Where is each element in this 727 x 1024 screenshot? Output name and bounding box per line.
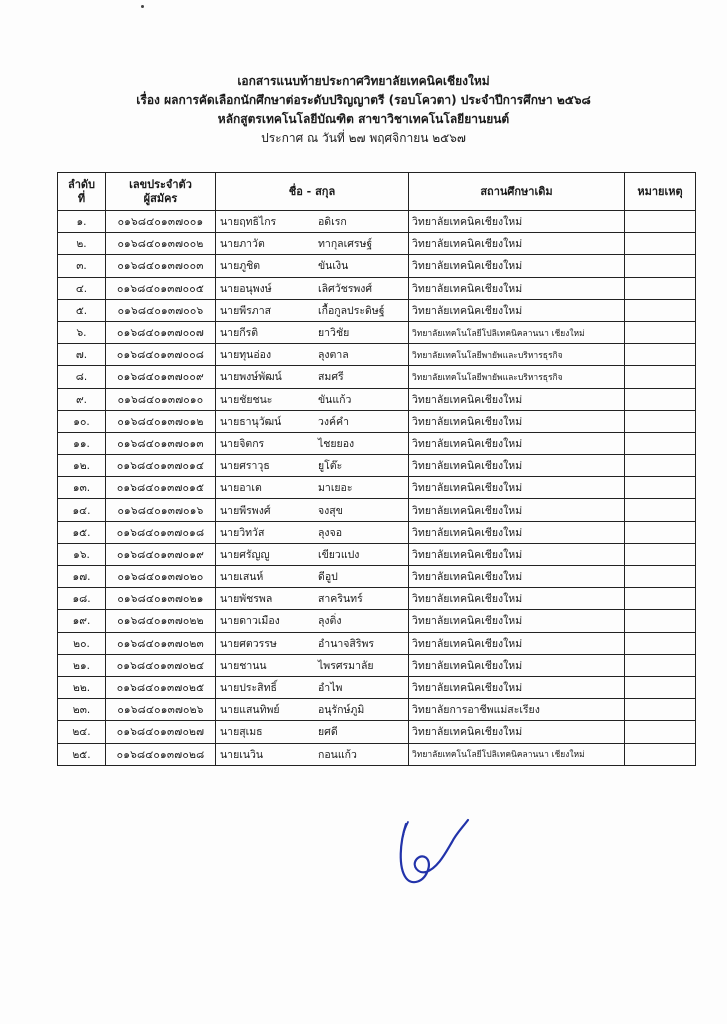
row-last-name: ลุงตาล: [318, 349, 349, 362]
row-last-name: ทากุลเศรษฐ์: [318, 238, 373, 251]
row-full-name: [216, 743, 409, 765]
row-last-name: ขันแก้ว: [318, 393, 352, 406]
row-seq: ๑๑.: [58, 432, 106, 454]
row-remark: [625, 610, 696, 632]
row-last-name: มาเยอะ: [318, 482, 353, 495]
document-subject: เรื่อง ผลการคัดเลือกนักศึกษาต่อระดับปริญญาตรี (รอบโควตา) ประจำปีการศึกษา ๒๕๖๘: [136, 93, 591, 107]
row-full-name: [216, 721, 409, 743]
table-row: [58, 299, 696, 321]
row-last-name: วงค์คำ: [318, 415, 349, 428]
row-first-name: นายจิตกร: [220, 437, 265, 450]
table-row: [58, 410, 696, 432]
row-seq: ๗.: [58, 344, 106, 366]
row-first-name: นายอนุพงษ์: [220, 282, 272, 295]
row-first-name: นายทุนอ่อง: [220, 349, 272, 362]
row-seq: ๒๐.: [58, 632, 106, 654]
header-remark: หมายเหตุ: [625, 173, 696, 211]
row-applicant-id: ๐๑๖๘๔๐๑๓๗๐๐๒: [106, 233, 216, 255]
table-row: [58, 610, 696, 632]
table-row: [58, 477, 696, 499]
row-seq: ๘.: [58, 366, 106, 388]
row-full-name: [216, 388, 409, 410]
row-seq: ๙.: [58, 388, 106, 410]
row-full-name: [216, 610, 409, 632]
table-row: [58, 211, 696, 233]
row-remark: [625, 743, 696, 765]
row-seq: ๑๓.: [58, 477, 106, 499]
row-school: วิทยาลัยเทคนิคเชียงใหม่: [409, 388, 625, 410]
row-school: วิทยาลัยเทคนิคเชียงใหม่: [409, 211, 625, 233]
row-full-name: [216, 499, 409, 521]
scan-speck: [141, 5, 144, 8]
row-applicant-id: ๐๑๖๘๔๐๑๓๗๐๒๕: [106, 676, 216, 698]
row-remark: [625, 543, 696, 565]
row-school: วิทยาลัยเทคนิคเชียงใหม่: [409, 654, 625, 676]
row-last-name: ลุงจอ: [318, 526, 343, 539]
row-applicant-id: ๐๑๖๘๔๐๑๓๗๐๑๒: [106, 410, 216, 432]
row-full-name: [216, 521, 409, 543]
row-first-name: นายประสิทธิ์: [220, 682, 277, 695]
row-school: วิทยาลัยเทคนิคเชียงใหม่: [409, 233, 625, 255]
row-first-name: นายพงษ์พัฒน์: [220, 371, 282, 384]
table-row: [58, 543, 696, 565]
row-last-name: ขันเงิน: [318, 260, 349, 273]
row-first-name: นายอาเต: [220, 482, 262, 495]
table-header-row: [58, 173, 696, 211]
row-last-name: ยาวิชัย: [318, 327, 350, 340]
row-seq: ๑.: [58, 211, 106, 233]
row-last-name: อำไพ: [318, 682, 343, 695]
row-last-name: ไพรศรมาลัย: [318, 659, 374, 672]
row-seq: ๖.: [58, 321, 106, 343]
row-full-name: [216, 366, 409, 388]
row-seq: ๑๙.: [58, 610, 106, 632]
row-first-name: นายศราวุธ: [220, 460, 270, 473]
row-seq: ๒๔.: [58, 721, 106, 743]
row-remark: [625, 388, 696, 410]
row-seq: ๒๕.: [58, 743, 106, 765]
row-full-name: [216, 321, 409, 343]
row-seq: ๑๗.: [58, 566, 106, 588]
row-remark: [625, 277, 696, 299]
row-first-name: นายกีรติ: [220, 327, 259, 340]
row-applicant-id: ๐๑๖๘๔๐๑๓๗๐๑๔: [106, 455, 216, 477]
row-remark: [625, 721, 696, 743]
row-first-name: นายศรัญญู: [220, 548, 270, 561]
row-applicant-id: ๐๑๖๘๔๐๑๓๗๐๐๗: [106, 321, 216, 343]
row-seq: ๑๕.: [58, 521, 106, 543]
table-row: [58, 699, 696, 721]
row-applicant-id: ๐๑๖๘๔๐๑๓๗๐๑๙: [106, 543, 216, 565]
row-school: วิทยาลัยเทคโนโลยีพายัพและบริหารธุรกิจ: [409, 344, 625, 366]
row-last-name: เกื้อกูลประดิษฐ์: [318, 304, 385, 317]
row-seq: ๑๔.: [58, 499, 106, 521]
row-first-name: นายภูชิต: [220, 260, 261, 273]
row-full-name: [216, 299, 409, 321]
row-school: วิทยาลัยเทคนิคเชียงใหม่: [409, 410, 625, 432]
row-school: วิทยาลัยเทคนิคเชียงใหม่: [409, 499, 625, 521]
row-school: วิทยาลัยเทคนิคเชียงใหม่: [409, 277, 625, 299]
table-row: [58, 588, 696, 610]
row-last-name: ดีอูป: [318, 571, 338, 584]
row-first-name: นายพีรพงศ์: [220, 504, 271, 517]
header-school: สถานศึกษาเดิม: [409, 173, 625, 211]
row-full-name: [216, 477, 409, 499]
row-remark: [625, 499, 696, 521]
announcement-date: ประกาศ ณ วันที่ ๒๗ พฤศจิกายน ๒๕๖๗: [261, 131, 466, 145]
row-applicant-id: ๐๑๖๘๔๐๑๓๗๐๑๖: [106, 499, 216, 521]
table-row: [58, 321, 696, 343]
row-school: วิทยาลัยเทคนิคเชียงใหม่: [409, 543, 625, 565]
signature-mark: [392, 812, 472, 892]
row-last-name: ยูโต๊ะ: [318, 460, 343, 473]
row-remark: [625, 455, 696, 477]
table-row: [58, 654, 696, 676]
row-seq: ๒๑.: [58, 654, 106, 676]
row-first-name: นายภาวัต: [220, 238, 265, 251]
row-full-name: [216, 676, 409, 698]
row-last-name: สาครินทร์: [318, 593, 363, 606]
row-applicant-id: ๐๑๖๘๔๐๑๓๗๐๒๓: [106, 632, 216, 654]
row-first-name: นายวิทวัส: [220, 526, 265, 539]
row-full-name: [216, 432, 409, 454]
document-header: [0, 72, 727, 148]
table-row: [58, 366, 696, 388]
row-remark: [625, 632, 696, 654]
row-last-name: อำนาจสิริพร: [318, 637, 375, 650]
row-last-name: เลิศวัชรพงศ์: [318, 282, 373, 295]
row-applicant-id: ๐๑๖๘๔๐๑๓๗๐๑๕: [106, 477, 216, 499]
row-first-name: นายสุเมธ: [220, 726, 263, 739]
row-applicant-id: ๐๑๖๘๔๐๑๓๗๐๑๘: [106, 521, 216, 543]
row-last-name: ลุงติ่ง: [318, 615, 342, 628]
program-name: หลักสูตรเทคโนโลยีบัณฑิต สาขาวิชาเทคโนโลยียานยนต์: [217, 112, 510, 126]
row-first-name: นายชานน: [220, 659, 267, 672]
row-applicant-id: ๐๑๖๘๔๐๑๓๗๐๐๘: [106, 344, 216, 366]
row-full-name: [216, 344, 409, 366]
row-school: วิทยาลัยเทคนิคเชียงใหม่: [409, 477, 625, 499]
table-row: [58, 344, 696, 366]
row-applicant-id: ๐๑๖๘๔๐๑๓๗๐๒๐: [106, 566, 216, 588]
row-full-name: [216, 654, 409, 676]
row-first-name: นายธานุวัฒน์: [220, 415, 282, 428]
row-first-name: นายฤทธิไกร: [220, 216, 277, 229]
header-seq: ลำดับ ที่: [58, 173, 106, 211]
row-school: วิทยาลัยเทคโนโลยีโปลิเทคนิคลานนา เชียงใหม่: [409, 743, 625, 765]
row-seq: ๒๓.: [58, 699, 106, 721]
row-remark: [625, 676, 696, 698]
row-full-name: [216, 699, 409, 721]
row-seq: ๕.: [58, 299, 106, 321]
document-title: เอกสารแนบท้ายประกาศวิทยาลัยเทคนิคเชียงใหม่: [237, 74, 490, 88]
table-row: [58, 566, 696, 588]
row-school: วิทยาลัยเทคนิคเชียงใหม่: [409, 588, 625, 610]
row-last-name: เขียวแปง: [318, 548, 360, 561]
row-seq: ๑๖.: [58, 543, 106, 565]
row-applicant-id: ๐๑๖๘๔๐๑๓๗๐๑๐: [106, 388, 216, 410]
row-first-name: นายพีรภาส: [220, 304, 272, 317]
row-school: วิทยาลัยเทคนิคเชียงใหม่: [409, 632, 625, 654]
row-applicant-id: ๐๑๖๘๔๐๑๓๗๐๒๒: [106, 610, 216, 632]
table-row: [58, 255, 696, 277]
row-full-name: [216, 632, 409, 654]
row-full-name: [216, 543, 409, 565]
row-remark: [625, 366, 696, 388]
row-first-name: นายพัชรพล: [220, 593, 273, 606]
row-applicant-id: ๐๑๖๘๔๐๑๓๗๐๒๔: [106, 654, 216, 676]
row-full-name: [216, 588, 409, 610]
table-row: [58, 743, 696, 765]
table-row: [58, 455, 696, 477]
table-row: [58, 676, 696, 698]
row-full-name: [216, 277, 409, 299]
table-row: [58, 521, 696, 543]
row-full-name: [216, 255, 409, 277]
row-remark: [625, 566, 696, 588]
row-remark: [625, 321, 696, 343]
results-table: [57, 172, 696, 766]
row-school: วิทยาลัยเทคนิคเชียงใหม่: [409, 610, 625, 632]
row-school: วิทยาลัยเทคนิคเชียงใหม่: [409, 521, 625, 543]
row-school: วิทยาลัยการอาชีพแม่สะเรียง: [409, 699, 625, 721]
row-school: วิทยาลัยเทคนิคเชียงใหม่: [409, 455, 625, 477]
row-remark: [625, 699, 696, 721]
table-row: [58, 233, 696, 255]
row-seq: ๑๘.: [58, 588, 106, 610]
row-first-name: นายชัยชนะ: [220, 393, 273, 406]
row-remark: [625, 654, 696, 676]
row-remark: [625, 521, 696, 543]
row-seq: ๒.: [58, 233, 106, 255]
row-last-name: อดิเรก: [318, 216, 347, 229]
row-school: วิทยาลัยเทคนิคเชียงใหม่: [409, 255, 625, 277]
row-applicant-id: ๐๑๖๘๔๐๑๓๗๐๑๓: [106, 432, 216, 454]
row-last-name: ยศดี: [318, 726, 338, 739]
table-row: [58, 721, 696, 743]
row-applicant-id: ๐๑๖๘๔๐๑๓๗๐๒๖: [106, 699, 216, 721]
row-last-name: จงสุข: [318, 504, 343, 517]
row-remark: [625, 299, 696, 321]
row-applicant-id: ๐๑๖๘๔๐๑๓๗๐๒๗: [106, 721, 216, 743]
row-seq: ๔.: [58, 277, 106, 299]
row-remark: [625, 211, 696, 233]
row-first-name: นายแสนทิพย์: [220, 704, 280, 717]
row-school: วิทยาลัยเทคนิคเชียงใหม่: [409, 299, 625, 321]
row-remark: [625, 410, 696, 432]
row-seq: ๓.: [58, 255, 106, 277]
row-remark: [625, 432, 696, 454]
row-applicant-id: ๐๑๖๘๔๐๑๓๗๐๐๑: [106, 211, 216, 233]
table-row: [58, 432, 696, 454]
row-last-name: กอนแก้ว: [318, 748, 357, 761]
row-first-name: นายเนวิน: [220, 748, 264, 761]
row-last-name: อนุรักษ์ภูมิ: [318, 704, 365, 717]
row-last-name: สมศรี: [318, 371, 344, 384]
header-name: ชื่อ - สกุล: [216, 173, 409, 211]
row-seq: ๑๐.: [58, 410, 106, 432]
row-remark: [625, 344, 696, 366]
row-full-name: [216, 566, 409, 588]
row-full-name: [216, 455, 409, 477]
row-school: วิทยาลัยเทคนิคเชียงใหม่: [409, 432, 625, 454]
row-remark: [625, 255, 696, 277]
row-applicant-id: ๐๑๖๘๔๐๑๓๗๐๐๖: [106, 299, 216, 321]
row-seq: ๒๒.: [58, 676, 106, 698]
row-school: วิทยาลัยเทคนิคเชียงใหม่: [409, 566, 625, 588]
row-applicant-id: ๐๑๖๘๔๐๑๓๗๐๐๙: [106, 366, 216, 388]
row-remark: [625, 233, 696, 255]
row-full-name: [216, 233, 409, 255]
row-applicant-id: ๐๑๖๘๔๐๑๓๗๐๐๕: [106, 277, 216, 299]
row-remark: [625, 588, 696, 610]
row-applicant-id: ๐๑๖๘๔๐๑๓๗๐๐๓: [106, 255, 216, 277]
row-applicant-id: ๐๑๖๘๔๐๑๓๗๐๒๘: [106, 743, 216, 765]
table-row: [58, 388, 696, 410]
row-school: วิทยาลัยเทคโนโลยีโปลิเทคนิคลานนา เชียงใหม่: [409, 321, 625, 343]
row-first-name: นายดาวเมือง: [220, 615, 280, 628]
row-full-name: [216, 211, 409, 233]
table-row: [58, 277, 696, 299]
row-school: วิทยาลัยเทคนิคเชียงใหม่: [409, 676, 625, 698]
row-applicant-id: ๐๑๖๘๔๐๑๓๗๐๒๑: [106, 588, 216, 610]
row-first-name: นายเสนห์: [220, 571, 264, 584]
row-full-name: [216, 410, 409, 432]
row-last-name: ไชยยอง: [318, 437, 355, 450]
row-first-name: นายศตวรรษ: [220, 637, 277, 650]
row-school: วิทยาลัยเทคนิคเชียงใหม่: [409, 721, 625, 743]
table-row: [58, 632, 696, 654]
table-row: [58, 499, 696, 521]
row-remark: [625, 477, 696, 499]
row-seq: ๑๒.: [58, 455, 106, 477]
header-appid: เลขประจำตัว ผู้สมัคร: [106, 173, 216, 211]
row-school: วิทยาลัยเทคโนโลยีพายัพและบริหารธุรกิจ: [409, 366, 625, 388]
